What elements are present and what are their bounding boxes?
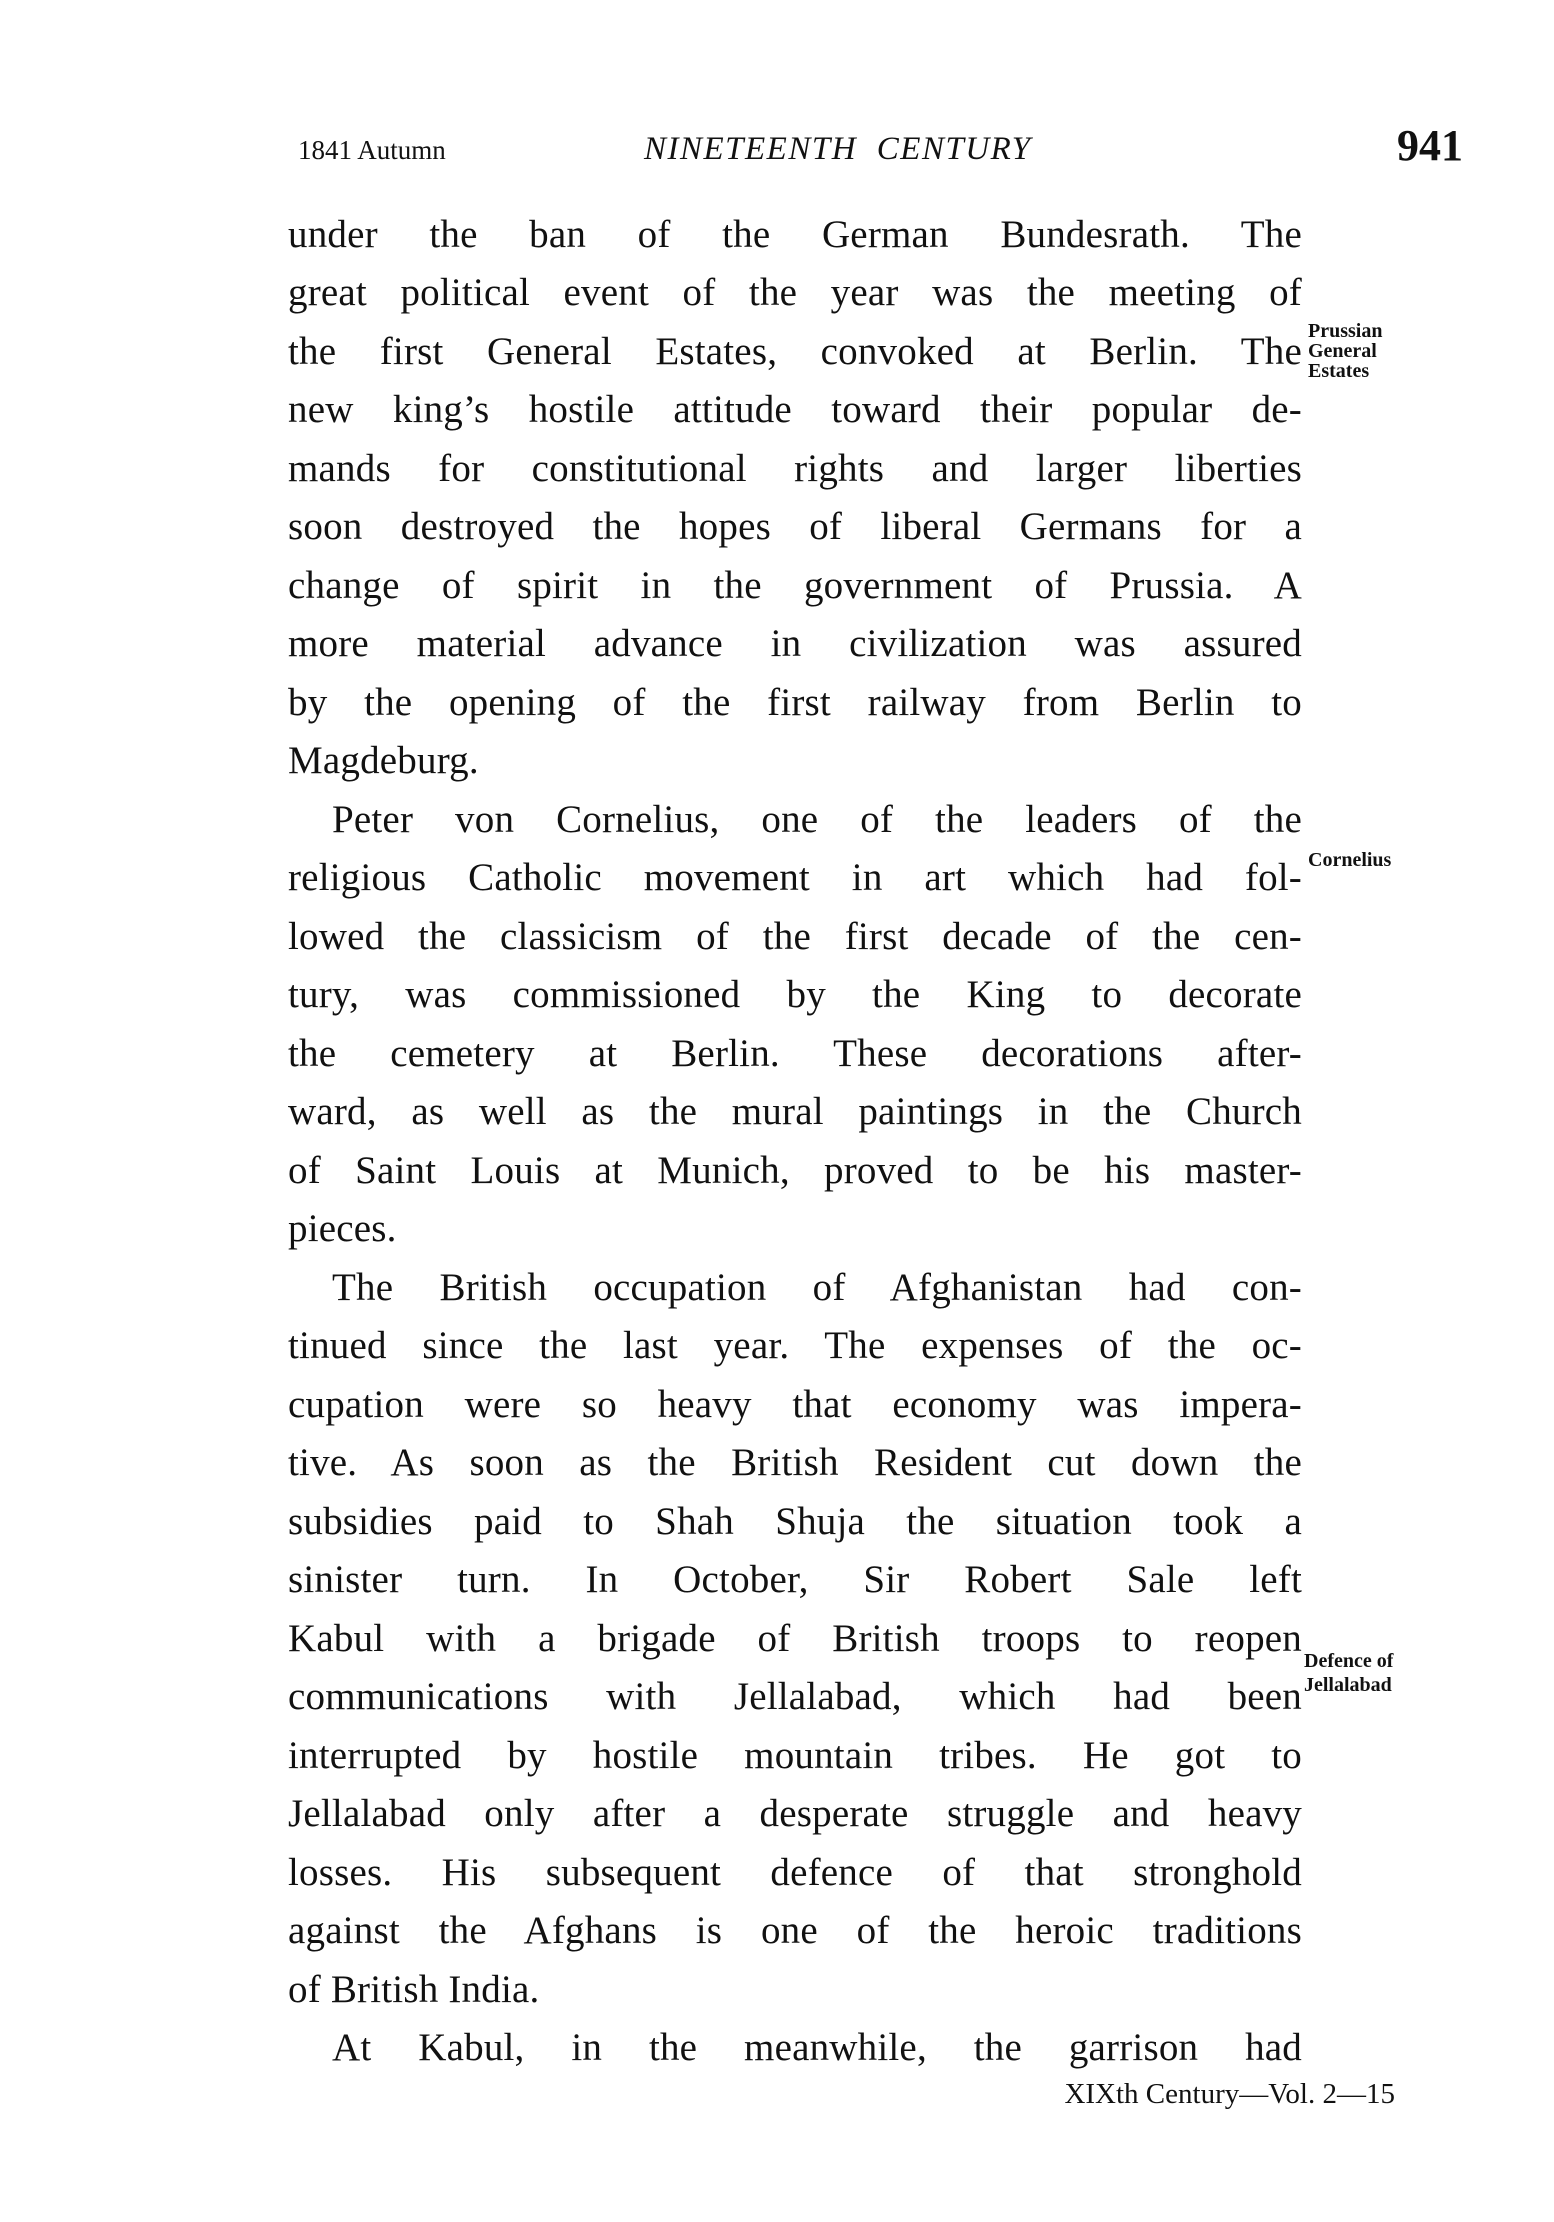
- margin-note-line: Prussian: [1308, 320, 1383, 342]
- margin-note-line: Cornelius: [1308, 849, 1392, 871]
- margin-note-line: Estates: [1308, 360, 1370, 382]
- page-number: 941: [1397, 121, 1463, 170]
- text-line: new king’s hostile attitude toward their popular de-: [288, 388, 1302, 431]
- text-line: the cemetery at Berlin. These decorations after-: [288, 1032, 1302, 1075]
- text-line: against the Afghans is one of the heroic traditions: [288, 1909, 1302, 1952]
- margin-note-line: Jellalabad: [1304, 1674, 1392, 1696]
- margin-note-line: Defence of: [1304, 1650, 1394, 1672]
- text-line: ward, as well as the mural paintings in the Church: [288, 1090, 1302, 1133]
- text-line: tive. As soon as the British Resident cut down the: [288, 1441, 1302, 1484]
- text-line: subsidies paid to Shah Shuja the situation took a: [288, 1500, 1302, 1543]
- signature-footer: XIXth Century—Vol. 2—15: [1064, 2078, 1395, 2110]
- text-line: by the opening of the first railway from Berlin to: [288, 681, 1302, 724]
- text-line: interrupted by hostile mountain tribes. He got to: [288, 1734, 1302, 1777]
- text-line: religious Catholic movement in art which had fol-: [288, 856, 1302, 899]
- text-line: great political event of the year was the meeting of: [288, 271, 1302, 314]
- text-line: communications with Jellalabad, which had been: [288, 1675, 1302, 1718]
- margin-note-prussian-general-estates: [1308, 321, 1382, 381]
- text-line: tinued since the last year. The expenses of the oc-: [288, 1324, 1302, 1367]
- text-line: Magdeburg.: [288, 739, 479, 782]
- text-line: mands for constitutional rights and larger liberties: [288, 447, 1302, 490]
- text-line: of British India.: [288, 1968, 540, 2011]
- text-line: pieces.: [288, 1207, 397, 1250]
- text-line: of Saint Louis at Munich, proved to be his master-: [288, 1149, 1302, 1192]
- text-line: more material advance in civilization was assured: [288, 622, 1302, 665]
- text-line: soon destroyed the hopes of liberal Germans for a: [288, 505, 1302, 548]
- text-line: At Kabul, in the meanwhile, the garrison had: [332, 2026, 1302, 2069]
- text-line: Peter von Cornelius, one of the leaders of the: [332, 798, 1302, 841]
- text-line: losses. His subsequent defence of that stronghold: [288, 1851, 1302, 1894]
- text-line: tury, was commissioned by the King to decorate: [288, 973, 1302, 1016]
- text-line: Kabul with a brigade of British troops to reopen: [288, 1617, 1302, 1660]
- margin-note-defence-of-jellalabad: [1304, 1651, 1393, 1695]
- running-head-title: NINETEENTH CENTURY: [644, 131, 1032, 167]
- text-line: cupation were so heavy that economy was impera-: [288, 1383, 1302, 1426]
- text-line: Jellalabad only after a desperate struggle and heavy: [288, 1792, 1302, 1835]
- text-line: sinister turn. In October, Sir Robert Sale left: [288, 1558, 1302, 1601]
- text-line: lowed the classicism of the first decade of the cen-: [288, 915, 1302, 958]
- text-line: the first General Estates, convoked at Berlin. The: [288, 330, 1302, 373]
- text-line: under the ban of the German Bundesrath. The: [288, 213, 1302, 256]
- running-head-date: 1841 Autumn: [298, 135, 446, 165]
- margin-note-line: General: [1308, 340, 1377, 362]
- text-line: The British occupation of Afghanistan had con-: [332, 1266, 1302, 1309]
- margin-note-cornelius: [1308, 850, 1391, 870]
- text-line: change of spirit in the government of Prussia. A: [288, 564, 1302, 607]
